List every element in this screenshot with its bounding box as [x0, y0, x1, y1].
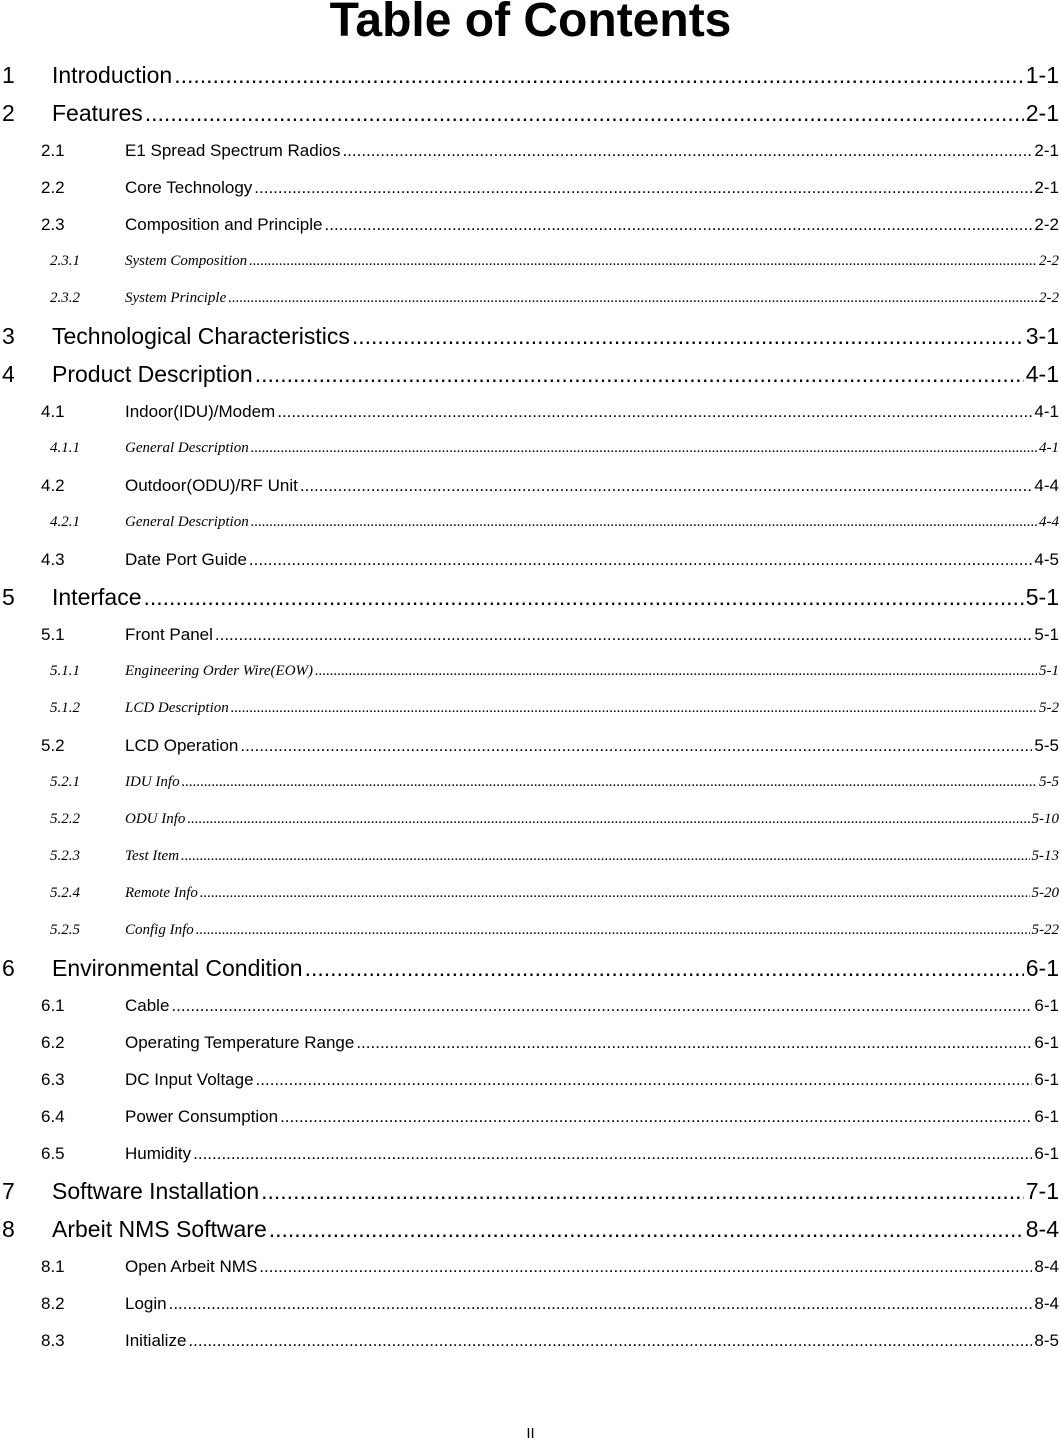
toc-dot-leader: [193, 1135, 1032, 1172]
toc-entry-number: 4.3: [41, 550, 65, 569]
toc-entry-number: 5.2.5: [50, 922, 80, 938]
toc-dot-leader: [181, 838, 1029, 875]
toc-entry-page[interactable]: 6-1: [1034, 1033, 1059, 1052]
toc-entry-title[interactable]: System Composition: [125, 253, 248, 269]
toc-entry-level-2[interactable]: [0, 727, 1061, 764]
toc-entry-title[interactable]: Date Port Guide: [125, 550, 247, 569]
toc-entry-level-1[interactable]: [0, 1172, 1061, 1210]
toc-entry-number: 6.2: [41, 1033, 65, 1052]
toc-dot-leader: [187, 801, 1029, 838]
toc-entry-number: 3: [2, 323, 15, 349]
toc-entry-title[interactable]: E1 Spread Spectrum Radios: [125, 141, 341, 160]
toc-entry-page[interactable]: 5-2: [1039, 700, 1059, 716]
toc-dot-leader: [315, 653, 1037, 690]
toc-entry-level-2[interactable]: [0, 1285, 1061, 1322]
toc-dot-leader: [215, 616, 1033, 653]
toc-entry-level-1[interactable]: [0, 94, 1061, 132]
toc-entry-number: 4: [2, 361, 15, 387]
toc-entry-level-3[interactable]: [0, 764, 1061, 801]
toc-entry-page[interactable]: 7-1: [1025, 1178, 1059, 1204]
toc-entry-level-3[interactable]: [0, 243, 1061, 280]
toc-entry-number: 5.1: [41, 625, 65, 644]
toc-entry-number: 6.1: [41, 996, 65, 1015]
toc-entry-title[interactable]: DC Input Voltage: [125, 1070, 254, 1089]
toc-entry-level-3[interactable]: [0, 430, 1061, 467]
toc-entry-number: 2.3.2: [50, 290, 80, 306]
toc-entry-page[interactable]: 4-1: [1025, 361, 1059, 387]
toc-entry-title[interactable]: Operating Temperature Range: [125, 1033, 355, 1052]
toc-entry-page[interactable]: 5-5: [1034, 736, 1059, 755]
toc-dot-leader: [280, 1098, 1032, 1135]
toc-entry-title[interactable]: Arbeit NMS Software: [52, 1216, 267, 1242]
toc-entry-number: 2.3: [41, 215, 65, 234]
toc-dot-leader: [249, 541, 1033, 578]
toc-dot-leader: [300, 467, 1033, 504]
toc-entry-title[interactable]: LCD Operation: [125, 736, 239, 755]
toc-entry-number: 2.3.1: [50, 253, 80, 269]
toc-entry-number: 6.5: [41, 1144, 65, 1163]
toc-entry-number: 4.2.1: [50, 514, 80, 530]
toc-entry-page[interactable]: 1-1: [1025, 62, 1059, 88]
toc-dot-leader: [251, 504, 1037, 541]
toc-entry-level-2[interactable]: [0, 206, 1061, 243]
toc-entry-number: 2: [2, 100, 15, 126]
toc-entry-level-2[interactable]: [0, 1135, 1061, 1172]
toc-entry-page[interactable]: 2-1: [1025, 100, 1059, 126]
toc-entry-title[interactable]: Features: [52, 100, 143, 126]
toc-entry-page[interactable]: 8-4: [1034, 1257, 1059, 1276]
toc-entry-page[interactable]: 5-1: [1039, 663, 1059, 679]
toc-entry-level-2[interactable]: [0, 541, 1061, 578]
toc-dot-leader: [196, 912, 1030, 949]
toc-entry-level-2[interactable]: [0, 1061, 1061, 1098]
toc-entry-level-3[interactable]: [0, 653, 1061, 690]
toc-entry-number: 6.4: [41, 1107, 65, 1126]
toc-entry-number: 4.1.1: [50, 440, 80, 456]
toc-entry-level-1[interactable]: [0, 317, 1061, 355]
toc-entry-page[interactable]: 6-1: [1034, 1107, 1059, 1126]
toc-dot-leader: [174, 56, 1024, 94]
toc-entry-level-3[interactable]: [0, 912, 1061, 949]
toc-entry-title[interactable]: Introduction: [52, 62, 173, 88]
toc-entry-number: 4.2: [41, 476, 65, 495]
toc-dot-leader: [188, 1322, 1032, 1359]
toc-dot-leader: [231, 690, 1037, 727]
toc-entry-title[interactable]: ODU Info: [125, 811, 186, 827]
toc-entry-number: 5.2.1: [50, 774, 80, 790]
table-of-contents: [0, 56, 1061, 1359]
toc-entry-page[interactable]: 5-13: [1031, 848, 1059, 864]
toc-dot-leader: [259, 1248, 1032, 1285]
toc-entry-level-2[interactable]: [0, 132, 1061, 169]
toc-entry-level-2[interactable]: [0, 393, 1061, 430]
toc-dot-leader: [251, 430, 1037, 467]
toc-dot-leader: [240, 727, 1032, 764]
toc-entry-number: 5.2.3: [50, 848, 80, 864]
toc-entry-page[interactable]: 6-1: [1034, 1070, 1059, 1089]
toc-entry-title[interactable]: Config Info: [125, 922, 194, 938]
toc-entry-number: 8.2: [41, 1294, 65, 1313]
toc-entry-title[interactable]: IDU Info: [125, 774, 180, 790]
toc-entry-page[interactable]: 4-5: [1034, 550, 1059, 569]
toc-entry-number: 1: [2, 62, 15, 88]
toc-dot-leader: [249, 243, 1037, 280]
toc-entry-number: 2.1: [41, 141, 65, 160]
toc-entry-number: 5.2.4: [50, 885, 80, 901]
toc-entry-title[interactable]: Core Technology: [125, 178, 253, 197]
toc-dot-leader: [305, 949, 1024, 987]
toc-dot-leader: [325, 206, 1033, 243]
toc-entry-title[interactable]: Power Consumption: [125, 1107, 279, 1126]
toc-entry-page[interactable]: 2-2: [1039, 253, 1059, 269]
toc-entry-title[interactable]: Software Installation: [52, 1178, 260, 1204]
toc-entry-title[interactable]: Interface: [52, 584, 142, 610]
toc-entry-title[interactable]: General Description: [125, 440, 249, 456]
toc-entry-title[interactable]: Technological Characteristics: [52, 323, 350, 349]
toc-entry-title[interactable]: Humidity: [125, 1144, 192, 1163]
toc-entry-number: 4.1: [41, 402, 65, 421]
toc-entry-level-3[interactable]: [0, 280, 1061, 317]
toc-entry-number: 5.1.1: [50, 663, 80, 679]
toc-entry-title[interactable]: Test Item: [125, 848, 180, 864]
toc-entry-level-3[interactable]: [0, 875, 1061, 912]
toc-entry-level-1[interactable]: [0, 1210, 1061, 1248]
toc-entry-page[interactable]: 5-10: [1031, 811, 1059, 827]
toc-dot-leader: [144, 578, 1024, 616]
toc-entry-level-2[interactable]: [0, 1098, 1061, 1135]
toc-entry-title[interactable]: System Principle: [125, 290, 227, 306]
toc-entry-title[interactable]: Front Panel: [125, 625, 213, 644]
toc-entry-level-1[interactable]: [0, 355, 1061, 393]
toc-entry-page[interactable]: 2-1: [1034, 141, 1059, 160]
toc-dot-leader: [182, 764, 1037, 801]
toc-entry-title[interactable]: Outdoor(ODU)/RF Unit: [125, 476, 298, 495]
toc-entry-title[interactable]: Open Arbeit NMS: [125, 1257, 258, 1276]
toc-entry-level-1[interactable]: [0, 56, 1061, 94]
toc-entry-level-2[interactable]: [0, 467, 1061, 504]
toc-dot-leader: [261, 1172, 1024, 1210]
toc-dot-leader: [277, 393, 1032, 430]
toc-dot-leader: [352, 317, 1024, 355]
toc-entry-level-3[interactable]: [0, 690, 1061, 727]
toc-entry-page[interactable]: 2-1: [1034, 178, 1059, 197]
toc-entry-page[interactable]: 5-20: [1031, 885, 1059, 901]
toc-entry-level-3[interactable]: [0, 801, 1061, 838]
toc-dot-leader: [228, 280, 1037, 317]
toc-entry-title[interactable]: Initialize: [125, 1331, 187, 1350]
toc-entry-level-2[interactable]: [0, 169, 1061, 206]
toc-entry-level-3[interactable]: [0, 838, 1061, 875]
toc-entry-title[interactable]: Product Description: [52, 361, 253, 387]
toc-entry-title[interactable]: Login: [125, 1294, 167, 1313]
toc-entry-page[interactable]: 4-4: [1034, 476, 1059, 495]
toc-entry-number: 7: [2, 1178, 15, 1204]
toc-dot-leader: [254, 169, 1032, 206]
toc-entry-page[interactable]: 2-2: [1034, 215, 1059, 234]
toc-entry-title[interactable]: Cable: [125, 996, 170, 1015]
toc-entry-page[interactable]: 6-1: [1025, 955, 1059, 981]
toc-entry-page[interactable]: 3-1: [1025, 323, 1059, 349]
toc-dot-leader: [171, 987, 1032, 1024]
toc-dot-leader: [269, 1210, 1024, 1248]
toc-entry-number: 5: [2, 584, 15, 610]
toc-entry-page[interactable]: 8-4: [1034, 1294, 1059, 1313]
toc-entry-page[interactable]: 6-1: [1034, 996, 1059, 1015]
toc-entry-title[interactable]: LCD Description: [125, 700, 229, 716]
toc-dot-leader: [255, 355, 1024, 393]
toc-entry-level-1[interactable]: [0, 578, 1061, 616]
toc-dot-leader: [256, 1061, 1033, 1098]
toc-entry-page[interactable]: 4-1: [1039, 440, 1059, 456]
toc-entry-title[interactable]: Engineering Order Wire(EOW): [125, 663, 314, 679]
toc-entry-number: 5.2.2: [50, 811, 80, 827]
page-title: Table of Contents: [329, 0, 732, 47]
toc-entry-page[interactable]: 2-2: [1039, 290, 1059, 306]
toc-entry-number: 2.2: [41, 178, 65, 197]
toc-entry-level-2[interactable]: [0, 1322, 1061, 1359]
toc-entry-number: 8.1: [41, 1257, 65, 1276]
toc-entry-page[interactable]: 5-5: [1039, 774, 1059, 790]
toc-dot-leader: [145, 94, 1024, 132]
toc-entry-page[interactable]: 4-4: [1039, 514, 1059, 530]
page-number: II: [526, 1425, 535, 1442]
toc-entry-level-3[interactable]: [0, 504, 1061, 541]
toc-dot-leader: [356, 1024, 1032, 1061]
toc-dot-leader: [200, 875, 1030, 912]
toc-entry-level-2[interactable]: [0, 616, 1061, 653]
toc-dot-leader: [169, 1285, 1033, 1322]
toc-entry-number: 6.3: [41, 1070, 65, 1089]
toc-entry-page[interactable]: 5-22: [1031, 922, 1059, 938]
toc-entry-title[interactable]: Composition and Principle: [125, 215, 323, 234]
toc-entry-page[interactable]: 5-1: [1034, 625, 1059, 644]
toc-entry-title[interactable]: Remote Info: [125, 885, 198, 901]
toc-entry-page[interactable]: 8-5: [1034, 1331, 1059, 1350]
toc-entry-number: 5.2: [41, 736, 65, 755]
toc-entry-page[interactable]: 5-1: [1025, 584, 1059, 610]
toc-entry-level-2[interactable]: [0, 1248, 1061, 1285]
toc-dot-leader: [342, 132, 1032, 169]
toc-entry-page[interactable]: 6-1: [1034, 1144, 1059, 1163]
toc-entry-level-2[interactable]: [0, 1024, 1061, 1061]
toc-entry-number: 8.3: [41, 1331, 65, 1350]
toc-entry-number: 8: [2, 1216, 15, 1242]
toc-entry-number: 6: [2, 955, 15, 981]
toc-entry-page[interactable]: 4-1: [1034, 402, 1059, 421]
toc-entry-title[interactable]: General Description: [125, 514, 249, 530]
toc-entry-number: 5.1.2: [50, 700, 80, 716]
toc-entry-level-2[interactable]: [0, 987, 1061, 1024]
toc-entry-page[interactable]: 8-4: [1025, 1216, 1059, 1242]
toc-entry-title[interactable]: Indoor(IDU)/Modem: [125, 402, 276, 421]
toc-entry-level-1[interactable]: [0, 949, 1061, 987]
toc-entry-title[interactable]: Environmental Condition: [52, 955, 303, 981]
